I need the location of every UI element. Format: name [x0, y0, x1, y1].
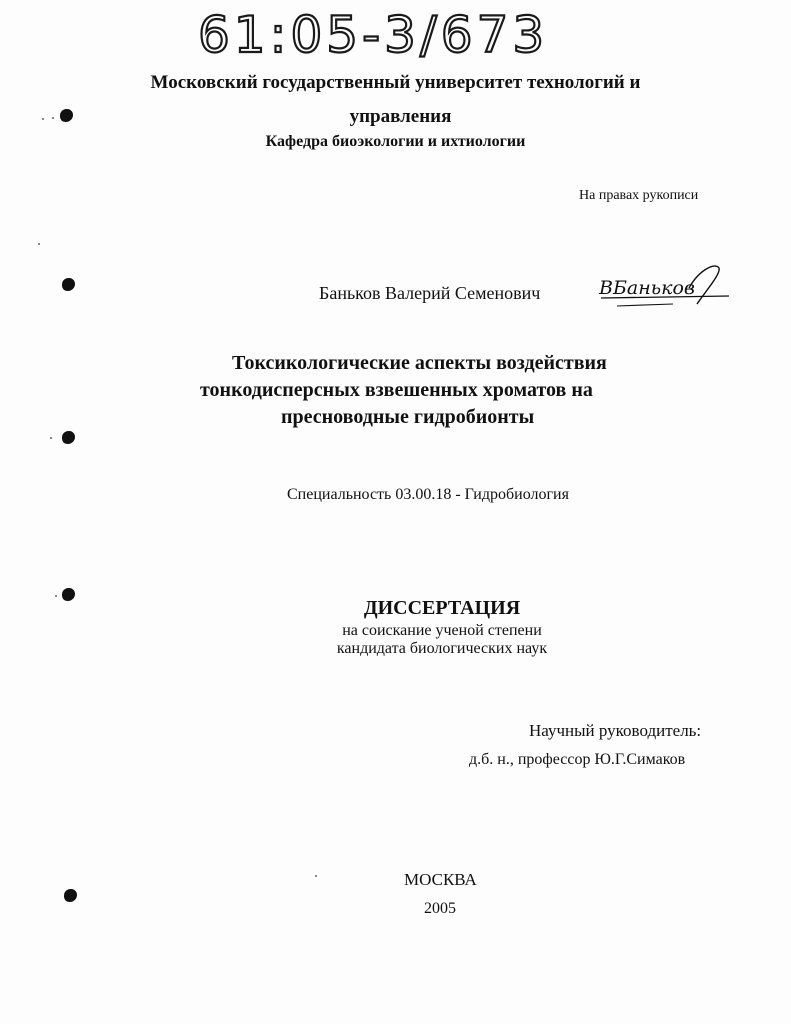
catalog-number-text: 61:05-3/673 [198, 6, 549, 64]
city: МОСКВА [404, 870, 477, 889]
author-signature [597, 262, 732, 312]
punch-hole [62, 278, 75, 291]
catalog-number [196, 2, 616, 64]
degree-line-1: на соискание ученой степени [342, 622, 542, 639]
university-name [0, 66, 791, 134]
dissertation-heading: ДИССЕРТАЦИЯ [363, 597, 521, 619]
signature-underline [617, 304, 673, 306]
title-line-3: пресноводные гидробионты [281, 406, 535, 428]
signature-drawing [597, 262, 732, 312]
specialty: Специальность 03.00.18 - Гидробиология [287, 486, 569, 503]
advisor-name: д.б. н., профессор Ю.Г.Симаков [469, 751, 686, 768]
signature-text: ВБаньков [599, 277, 695, 299]
advisor-label: Научный руководитель: [529, 721, 702, 740]
university-line-2: управления [349, 106, 452, 127]
manuscript-note: На правах рукописи [579, 188, 699, 203]
title-line-1: Токсикологические аспекты воздействия [232, 352, 607, 374]
title-line-2: тонкодисперсных взвешенных хроматов на [200, 379, 593, 401]
year: 2005 [424, 900, 456, 917]
university-line-1: Московский государственный университет технологий и [150, 72, 641, 93]
catalog-number-handwriting [196, 2, 616, 64]
scan-speck [38, 243, 40, 245]
department-name: Кафедра биоэкологии и ихтиологии [265, 133, 526, 150]
degree-line-2: кандидата биологических наук [336, 640, 548, 657]
author-name: Баньков Валерий Семенович [319, 283, 541, 303]
scan-speck [315, 875, 317, 877]
punch-hole [62, 431, 75, 444]
dissertation-title [150, 350, 730, 431]
scan-speck [50, 437, 52, 439]
punch-hole [64, 889, 77, 902]
